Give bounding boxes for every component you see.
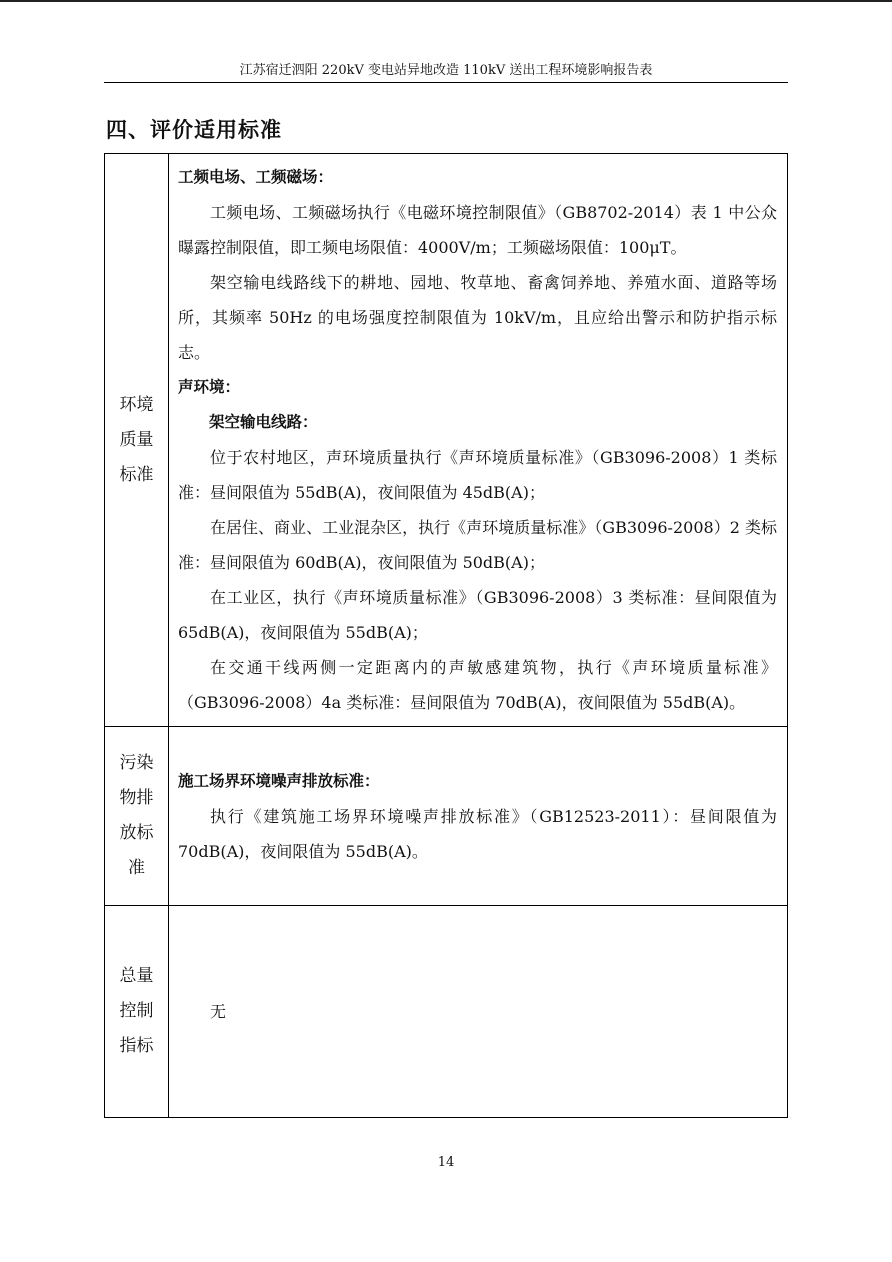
paragraph: 在交通干线两侧一定距离内的声敏感建筑物，执行《声环境质量标准》（GB3096-2008）4a 类标准：昼间限值为 70dB(A)，夜间限值为 55dB(A)。 [178, 658, 777, 712]
page-number: 14 [437, 1155, 455, 1170]
paragraph-none: 无 [210, 1002, 227, 1021]
subheading-acoustic: 声环境： [178, 378, 241, 396]
row-label-total-control: 总量控制指标 [119, 966, 154, 1056]
paragraph: 在居住、商业、工业混杂区，执行《声环境质量标准》（GB3096-2008）2 类标准：昼间限值为 60dB(A)，夜间限值为 50dB(A)； [178, 518, 777, 572]
paragraph: 执行《建筑施工场界环境噪声排放标准》（GB12523-2011）：昼间限值为 70dB(A)，夜间限值为 55dB(A)。 [178, 806, 777, 861]
row-label-cell [105, 727, 169, 906]
subheading-power-frequency: 工频电场、工频磁场： [178, 168, 334, 186]
paragraph: 位于农村地区，声环境质量执行《声环境质量标准》（GB3096-2008）1 类标准：昼间限值为 55dB(A)，夜间限值为 45dB(A)； [178, 448, 777, 502]
subheading-construction-noise: 施工场界环境噪声排放标准： [178, 771, 380, 790]
paragraph: 架空输电线路线下的耕地、园地、牧草地、畜禽饲养地、养殖水面、道路等场所，其频率 50Hz 的电场强度控制限值为 10kV/m，且应给出警示和防护指示标志。 [178, 273, 777, 362]
row-label-cell [105, 906, 169, 1118]
section-heading: 四、评价适用标准 [106, 118, 282, 142]
paragraph: 在工业区，执行《声环境质量标准》（GB3096-2008）3 类标准：昼间限值为 65dB(A)，夜间限值为 55dB(A)； [178, 588, 777, 642]
standards-table [104, 153, 788, 1118]
row-label-environment-quality: 环境质量标准 [119, 394, 154, 485]
row-content-cell [169, 906, 788, 1118]
row-label-pollutant-discharge: 污染物排放标准 [119, 753, 154, 878]
subheading-overhead-line: 架空输电线路： [209, 413, 318, 431]
row-label-cell [105, 154, 169, 727]
running-header-title: 江苏宿迁泗阳 220kV 变电站异地改造 110kV 送出工程环境影响报告表 [239, 63, 653, 78]
row-content-cell [169, 727, 788, 906]
paragraph: 工频电场、工频磁场执行《电磁环境控制限值》（GB8702-2014）表 1 中公众曝露控制限值，即工频电场限值：4000V/m；工频磁场限值：100μT。 [178, 203, 777, 257]
row-content-cell [169, 154, 788, 727]
table-row [105, 154, 788, 727]
top-border-line [0, 0, 892, 2]
table-row [105, 906, 788, 1118]
header-divider [104, 82, 788, 83]
table-row [105, 727, 788, 906]
